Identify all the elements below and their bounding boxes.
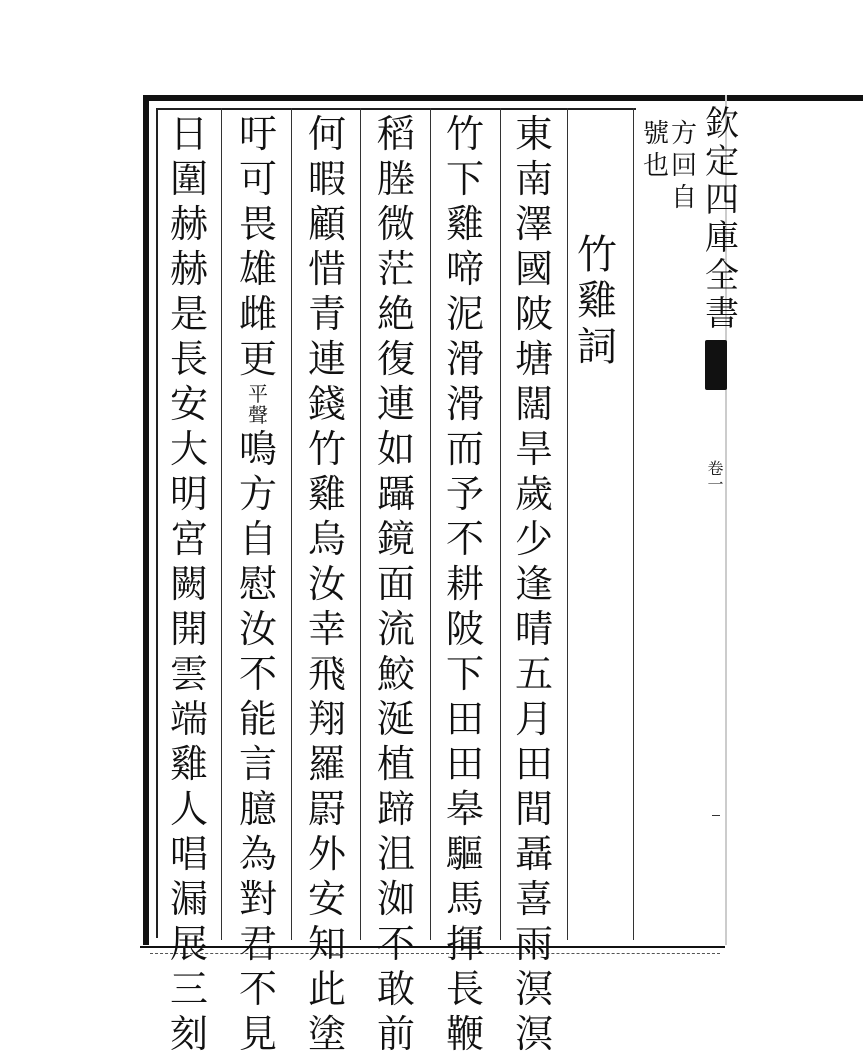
text-char: 刻 [169,1012,208,1056]
book-title: 欽 定 四 庫 全 書 [705,104,739,334]
poem-title: 竹 雞 詞 [577,232,617,370]
text-char: 敢 [376,967,415,1011]
volume-label: 卷一 [705,460,724,492]
margin-tick [712,815,720,816]
bottom-border [140,946,725,948]
text-column-6: 日 圍 赫 赫 是 長 安 大 明 宮 闕 開 雲 端 雞 人 唱 漏 展 三 刻 [167,112,211,1057]
text-char: 此 [307,967,346,1011]
text-char: 塗 [307,1012,346,1056]
text-column-5: 吁 可 畏 雄 雌 更 平 聲 鳴 方 自 慰 汝 不 能 言 臆 為 對 君 不 見 [236,112,280,1057]
text-column-4: 何 暇 顧 惜 青 連 錢 竹 雞 烏 汝 幸 飛 翔 羅 罻 外 安 知 此 塗 [305,112,349,1057]
inline-annotation: 平 聲 [248,381,268,427]
text-column-1: 東 南 澤 國 陂 塘 闊 旱 歲 少 逢 晴 五 月 田 間 聶 喜 雨 溟 溟 [512,112,556,1057]
note-column-1: 方 回 自 [670,119,697,213]
text-char: 鞭 [445,1012,484,1056]
text-char: 長 [445,967,484,1011]
column-rule [430,108,431,940]
column-rule [633,108,634,940]
column-rule [221,108,222,940]
column-rule [500,108,501,940]
text-char: 前 [376,1012,415,1056]
text-char: 溟 [514,1012,553,1056]
column-rule [291,108,292,940]
text-char: 見 [238,1012,277,1056]
column-rule [567,108,568,940]
text-char: 三 [169,967,208,1011]
fishtail-mark [705,340,727,390]
note-column-2: 號 也 [642,119,669,181]
text-column-3: 稻 塍 微 茫 絶 復 連 如 躡 鏡 面 流 鮫 涎 植 蹄 沮 洳 不 敢 前 [374,112,418,1057]
text-column-2: 竹 下 雞 啼 泥 滑 滑 而 予 不 耕 陂 下 田 田 皋 驅 馬 揮 長 鞭 [443,112,487,1057]
column-rule [360,108,361,940]
